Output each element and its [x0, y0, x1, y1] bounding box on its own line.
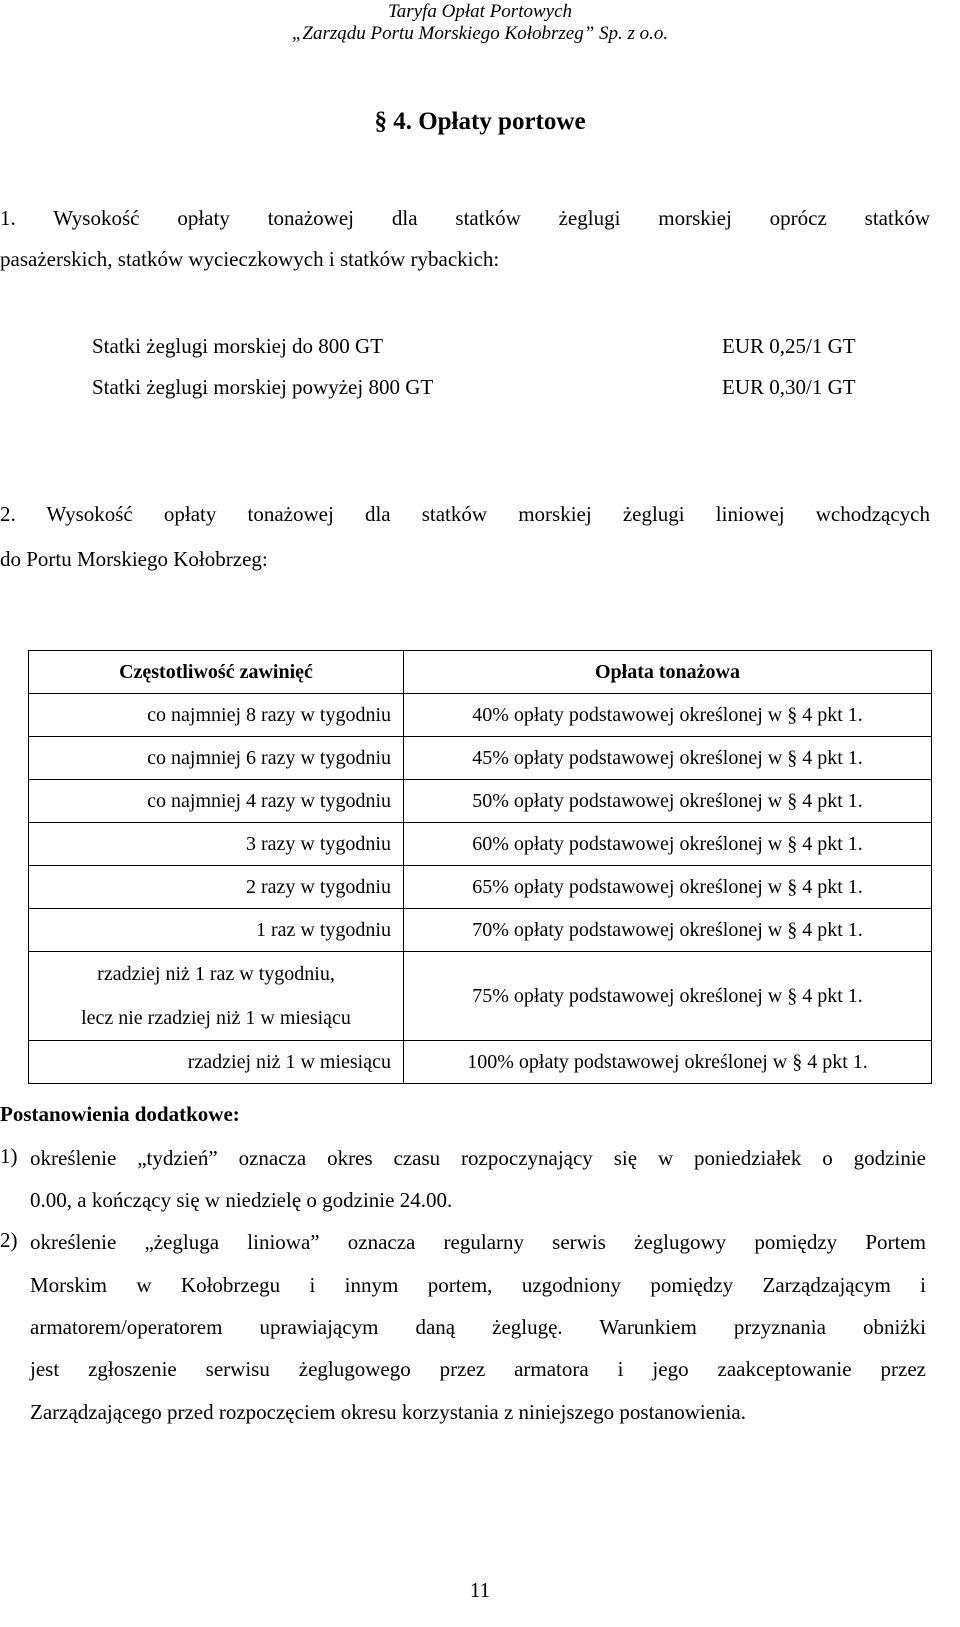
point1-number: 1.	[0, 206, 16, 230]
table-row	[29, 780, 932, 823]
table-header-row	[29, 651, 932, 694]
point1-text-line1	[0, 204, 930, 232]
rate1-label: Statki żeglugi morskiej do 800 GT	[92, 334, 384, 358]
row-frequency: rzadziej niż 1 w miesiącu	[29, 1041, 404, 1084]
row-fee: 40% opłaty podstawowej określonej w § 4 pkt 1.	[404, 694, 932, 737]
document-header-title: Taryfa Opłat Portowych	[387, 1, 573, 22]
row-frequency: 1 raz w tygodniu	[29, 909, 404, 952]
point2-line1: Wysokość opłaty tonażowej dla statków morskiej żeglugi liniowej wchodzących	[46, 502, 931, 526]
row-frequency: co najmniej 6 razy w tygodniu	[29, 737, 404, 780]
point1-line1: Wysokość opłaty tonażowej dla statków żeglugi morskiej oprócz statków	[53, 206, 930, 230]
item2-line4: jest zgłoszenie serwisu żeglugowego przez armatora i jego zaakceptowanie przez	[30, 1357, 926, 1381]
header-frequency: Częstotliwość zawinięć	[29, 651, 404, 694]
row-fee: 100% opłaty podstawowej określonej w § 4 pkt 1.	[404, 1041, 932, 1084]
row-fee: 50% opłaty podstawowej określonej w § 4 pkt 1.	[404, 780, 932, 823]
point1-line2: pasażerskich, statków wycieczkowych i statków rybackich:	[0, 247, 500, 271]
row-frequency-line1: rzadziej niż 1 raz w tygodniu,	[97, 963, 335, 985]
table-row	[29, 823, 932, 866]
table-row	[29, 909, 932, 952]
page-number: 11	[469, 1578, 491, 1602]
table-row	[29, 737, 932, 780]
frequency-fee-table	[28, 650, 932, 1084]
row-fee: 65% opłaty podstawowej określonej w § 4 pkt 1.	[404, 866, 932, 909]
item2-number: 2)	[0, 1228, 18, 1252]
table-row	[29, 866, 932, 909]
row-frequency: co najmniej 8 razy w tygodniu	[29, 694, 404, 737]
row-fee: 45% opłaty podstawowej określonej w § 4 pkt 1.	[404, 737, 932, 780]
row-frequency-line2: lecz nie rzadziej niż 1 w miesiącu	[81, 1007, 351, 1029]
row-frequency	[29, 952, 404, 1041]
document-header-subtitle: „Zarządu Portu Morskiego Kołobrzeg” Sp. z o.o.	[291, 23, 669, 44]
row-frequency: co najmniej 4 razy w tygodniu	[29, 780, 404, 823]
rate2-label: Statki żeglugi morskiej powyżej 800 GT	[92, 375, 434, 399]
item2-line2: Morskim w Kołobrzegu i innym portem, uzgodniony pomiędzy Zarządzającym i	[30, 1273, 926, 1297]
table-row	[29, 1041, 932, 1084]
table-row	[29, 694, 932, 737]
row-fee: 75% opłaty podstawowej określonej w § 4 pkt 1.	[404, 952, 932, 1041]
rate1-value: EUR 0,25/1 GT	[722, 334, 856, 358]
item2-line5: Zarządzającego przed rozpoczęciem okresu korzystania z niniejszego postanowienia.	[30, 1400, 746, 1424]
point2-text-line1	[0, 500, 930, 528]
item2-line3: armatorem/operatorem uprawiającym daną żeglugę. Warunkiem przyznania obniżki	[30, 1315, 926, 1339]
rate2-value: EUR 0,30/1 GT	[722, 375, 856, 399]
item2-line1: określenie „żegluga liniowa” oznacza regularny serwis żeglugowy pomiędzy Portem	[30, 1230, 926, 1254]
row-fee: 70% opłaty podstawowej określonej w § 4 pkt 1.	[404, 909, 932, 952]
point2-line2: do Portu Morskiego Kołobrzeg:	[0, 547, 268, 571]
row-frequency: 3 razy w tygodniu	[29, 823, 404, 866]
point2-number: 2.	[0, 502, 16, 526]
table-row	[29, 952, 932, 1041]
header-fee: Opłata tonażowa	[404, 651, 932, 694]
row-fee: 60% opłaty podstawowej określonej w § 4 pkt 1.	[404, 823, 932, 866]
row-frequency: 2 razy w tygodniu	[29, 866, 404, 909]
additional-heading: Postanowienia dodatkowe:	[0, 1102, 240, 1126]
item1-number: 1)	[0, 1144, 18, 1168]
item1-line1: określenie „tydzień” oznacza okres czasu rozpoczynający się w poniedziałek o godzinie	[30, 1146, 926, 1170]
item1-line2: 0.00, a kończący się w niedzielę o godzinie 24.00.	[30, 1188, 453, 1212]
section-title: § 4. Opłaty portowe	[374, 108, 586, 135]
